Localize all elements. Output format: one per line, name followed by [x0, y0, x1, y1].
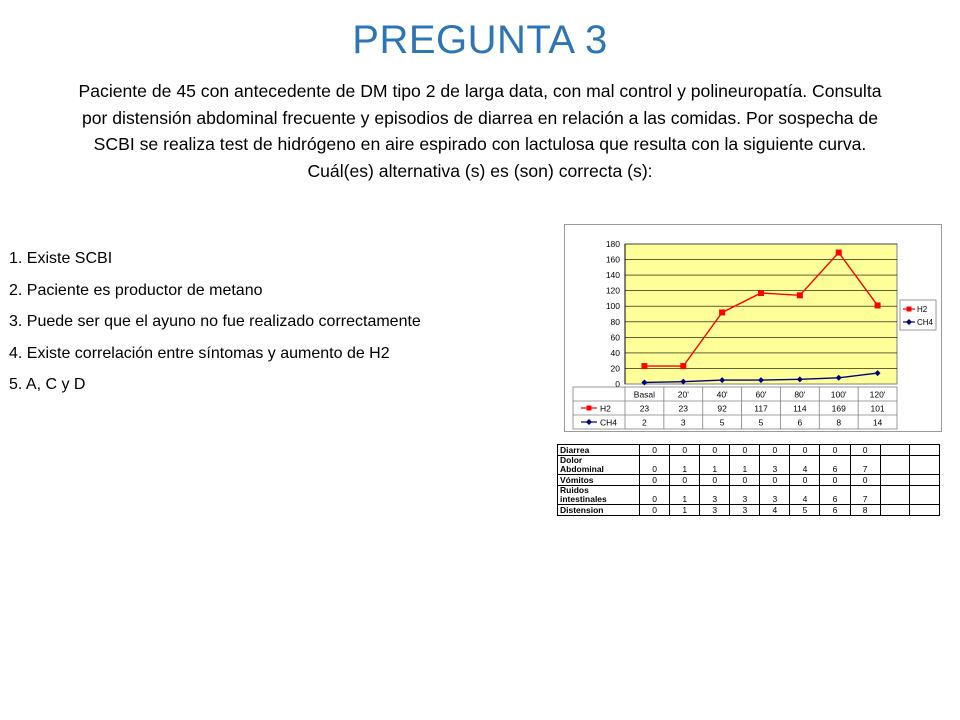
- data-table-series-name: H2: [600, 403, 611, 414]
- y-tick-label: 140: [605, 270, 620, 281]
- symptom-score: 0: [760, 475, 790, 486]
- data-table-series-name: CH4: [600, 417, 618, 428]
- data-table-frame: [573, 387, 897, 429]
- symptom-score: 4: [790, 486, 820, 505]
- symptom-score: 3: [730, 505, 760, 516]
- data-label: 3: [680, 417, 686, 428]
- data-point: [719, 309, 725, 315]
- symptom-score: 0: [640, 505, 670, 516]
- symptom-score: [880, 486, 910, 505]
- x-tick-label: 80': [794, 389, 806, 400]
- option-2: 2. Paciente es productor de metano: [9, 281, 263, 299]
- symptom-label-line: Dolor: [560, 455, 583, 465]
- x-tick-label: 60': [755, 389, 767, 400]
- y-tick-label: 80: [610, 316, 620, 327]
- symptom-score: 0: [640, 445, 670, 456]
- y-tick-label: 100: [605, 301, 620, 312]
- symptom-label-line: Vómitos: [560, 474, 594, 485]
- data-label: 5: [719, 417, 725, 428]
- symptom-label: [558, 445, 640, 456]
- symptom-score: 0: [820, 475, 850, 486]
- symptom-label: [558, 486, 640, 505]
- symptom-score: 6: [820, 486, 850, 505]
- symptom-score: 0: [700, 475, 730, 486]
- symptom-score: 1: [670, 505, 700, 516]
- symptom-label-line: Diarrea: [560, 444, 590, 455]
- data-label: 92: [717, 403, 727, 414]
- data-point: [758, 290, 764, 296]
- symptom-score: 6: [820, 505, 850, 516]
- symptom-score: 7: [850, 456, 880, 475]
- y-tick-label: 180: [605, 239, 620, 249]
- answer-options: [9, 246, 421, 404]
- symptom-table: [557, 444, 940, 516]
- symptom-score: 0: [640, 475, 670, 486]
- data-point: [797, 292, 803, 298]
- symptom-score: 0: [790, 445, 820, 456]
- symptom-score: [880, 505, 910, 516]
- data-label: 14: [872, 417, 883, 428]
- symptom-score: 0: [760, 445, 790, 456]
- data-label: 169: [831, 403, 846, 414]
- symptom-score: 3: [760, 456, 790, 475]
- symptom-label: [558, 505, 640, 516]
- symptom-score: [880, 445, 910, 456]
- legend-marker: [907, 307, 912, 312]
- chart-canvas: [565, 225, 941, 431]
- symptom-score: 3: [760, 486, 790, 505]
- data-label: 5: [758, 417, 764, 428]
- symptom-score: [910, 486, 940, 505]
- x-tick-label: Basal: [633, 389, 656, 400]
- legend-label: H2: [917, 305, 928, 314]
- symptom-score: [880, 475, 910, 486]
- symptom-score: [910, 445, 940, 456]
- data-point: [875, 302, 881, 308]
- symptom-score: 3: [700, 505, 730, 516]
- symptom-score: 4: [760, 505, 790, 516]
- symptom-score: 0: [790, 475, 820, 486]
- symptom-score: 0: [670, 445, 700, 456]
- symptom-score: 0: [850, 445, 880, 456]
- data-label: 114: [793, 403, 807, 414]
- symptom-score: 6: [820, 456, 850, 475]
- x-tick-label: 40': [716, 389, 728, 400]
- data-label: 6: [797, 417, 803, 428]
- option-4: 4. Existe correlación entre síntomas y aumento de H2: [9, 344, 390, 362]
- symptom-score: 0: [670, 475, 700, 486]
- data-point: [836, 250, 842, 256]
- symptom-score: 7: [850, 486, 880, 505]
- symptom-label: [558, 456, 640, 475]
- legend-label: CH4: [917, 318, 934, 327]
- data-label: 101: [870, 403, 885, 414]
- symptom-score: [910, 475, 940, 486]
- symptom-label-line: Abdominal: [560, 464, 604, 474]
- question-text: Paciente de 45 con antecedente de DM tipo 2 de larga data, con mal control y polineuropatía. Consulta por distensión abdominal frecuente y episodios de diarrea en relación a las comidas. Por sospecha de SCBI se realiza test de hidrógeno en aire espirado con lactulosa que resulta con la siguiente curva. Cuál(es) alternativa (s) es (son) correcta (s):: [78, 81, 882, 181]
- symptom-label: [558, 475, 640, 486]
- symptom-score: 0: [700, 445, 730, 456]
- data-point: [680, 363, 686, 369]
- data-label: 117: [754, 403, 768, 414]
- symptom-score: 5: [790, 505, 820, 516]
- y-tick-label: 60: [610, 332, 620, 343]
- symptom-score: 1: [670, 456, 700, 475]
- y-tick-label: 160: [605, 254, 620, 265]
- slide-title: PREGUNTA 3: [352, 18, 608, 62]
- symptom-score: 3: [700, 486, 730, 505]
- data-label: 23: [678, 403, 689, 414]
- data-table-key-marker: [587, 406, 592, 411]
- symptom-score: 3: [730, 486, 760, 505]
- symptom-score: 1: [670, 486, 700, 505]
- symptom-score: [880, 456, 910, 475]
- y-tick-label: 0: [615, 379, 620, 389]
- y-tick-label: 40: [610, 347, 620, 358]
- y-tick-label: 120: [605, 285, 620, 296]
- symptom-row: [558, 456, 940, 475]
- y-tick-label: 20: [610, 363, 620, 374]
- symptom-score: 4: [790, 456, 820, 475]
- symptom-score: [910, 505, 940, 516]
- x-tick-label: 20': [677, 389, 689, 400]
- breath-test-chart: [564, 224, 942, 432]
- symptom-score: 0: [850, 475, 880, 486]
- symptom-score: 0: [730, 445, 760, 456]
- symptom-label-line: Ruidos: [560, 485, 589, 495]
- data-label: 2: [642, 417, 647, 428]
- plot-area: [625, 244, 897, 384]
- symptom-score: 1: [700, 456, 730, 475]
- symptom-score: 1: [730, 456, 760, 475]
- x-tick-label: 120': [869, 389, 886, 400]
- data-label: 23: [639, 403, 650, 414]
- symptom-row: [558, 445, 940, 456]
- symptom-row: [558, 486, 940, 505]
- option-3: 3. Puede ser que el ayuno no fue realizado correctamente: [9, 313, 421, 330]
- symptom-score: 0: [820, 445, 850, 456]
- data-table-key-marker: [586, 419, 592, 425]
- option-1: 1. Existe SCBI: [9, 250, 113, 267]
- symptom-label-line: intestinales: [560, 494, 607, 504]
- symptom-score: 0: [640, 456, 670, 475]
- symptom-score: [910, 456, 940, 475]
- symptom-score: 8: [850, 505, 880, 516]
- symptom-score: 0: [640, 486, 670, 505]
- x-tick-label: 100': [830, 389, 847, 400]
- symptom-label-line: Distension: [560, 504, 604, 515]
- symptom-row: [558, 475, 940, 486]
- symptom-row: [558, 505, 940, 516]
- data-label: 8: [836, 417, 842, 428]
- option-5: 5. A, C y D: [9, 376, 86, 393]
- symptom-score: 0: [730, 475, 760, 486]
- data-point: [641, 363, 647, 369]
